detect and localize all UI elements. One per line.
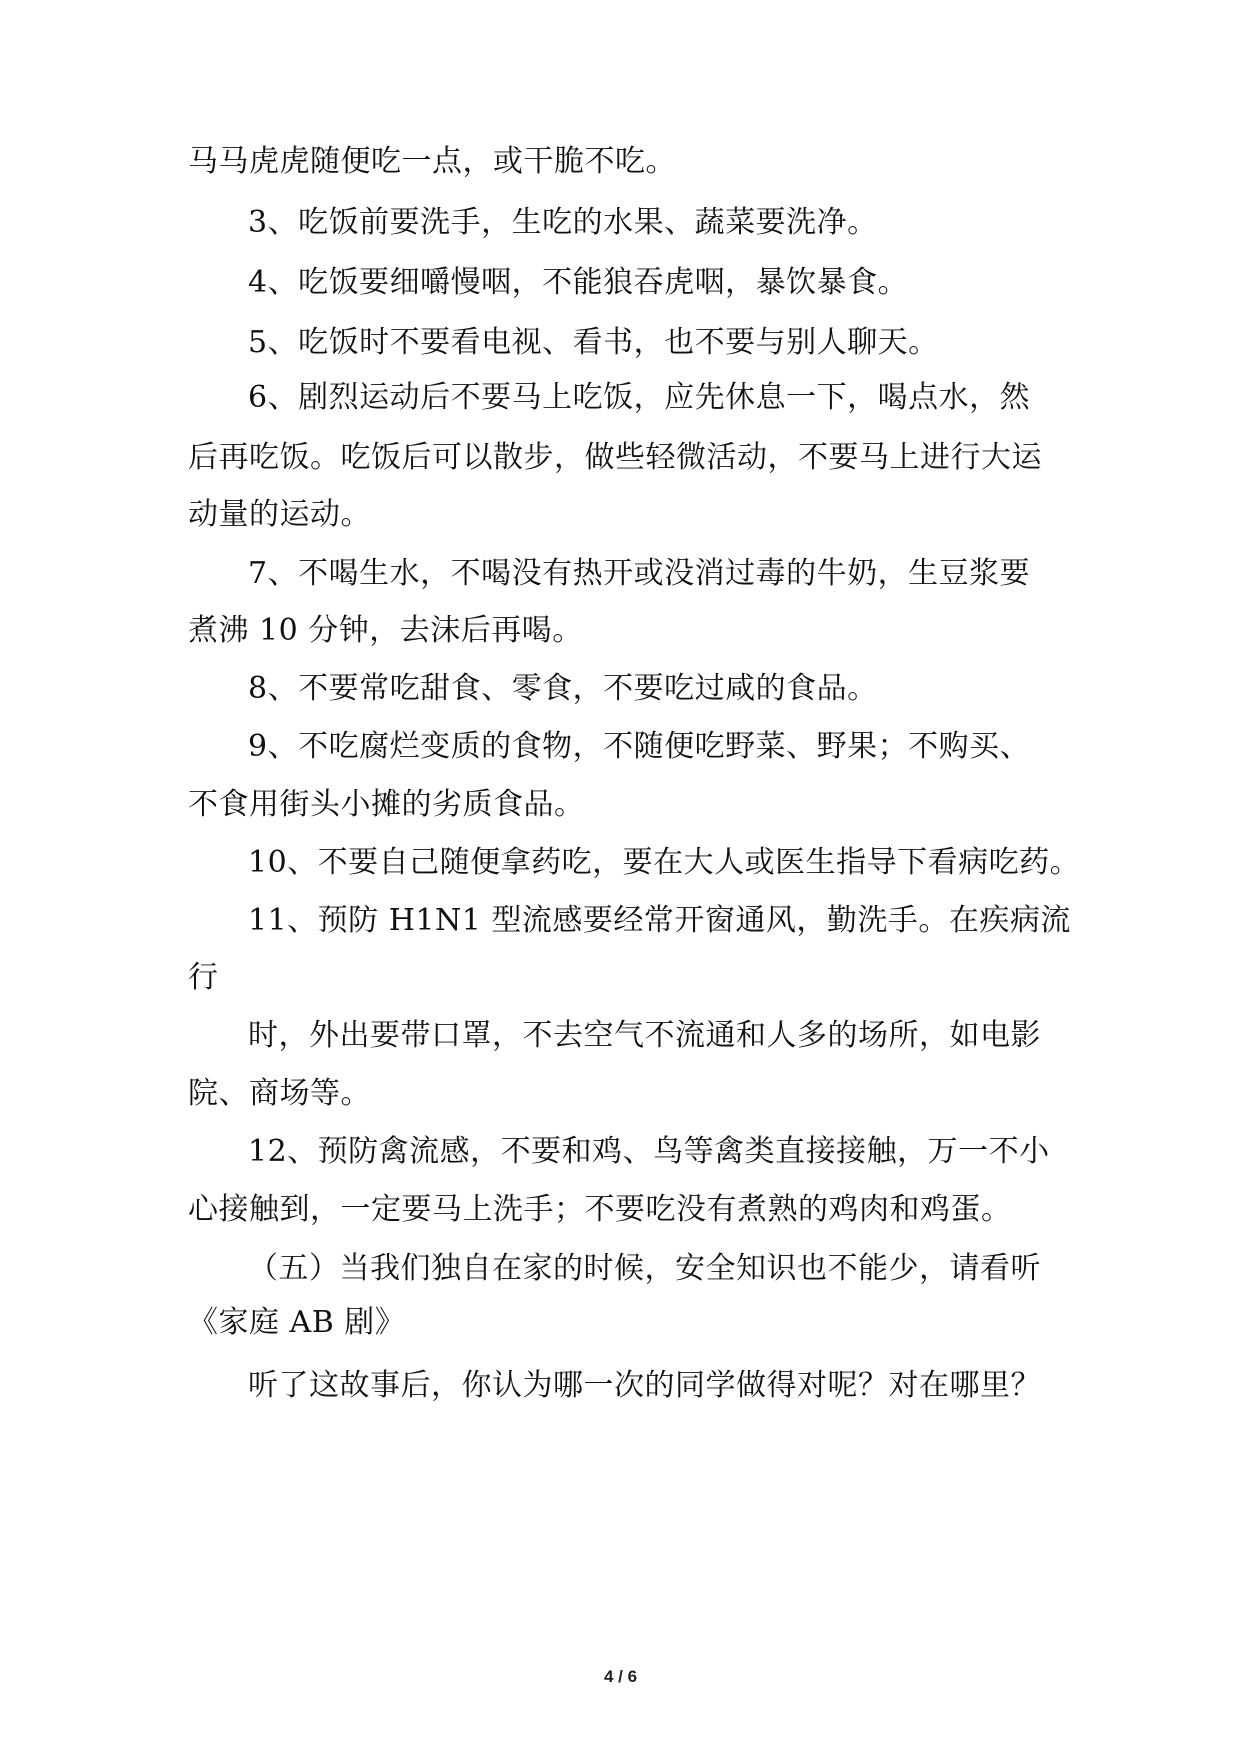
- paragraph-line: 动量的运动。: [188, 497, 371, 532]
- paragraph-line: 11、预防 H1N1 型流感要经常开窗通风，勤洗手。在疾病流: [248, 903, 1071, 938]
- paragraph-line: 马马虎虎随便吃一点，或干脆不吃。: [188, 144, 676, 179]
- paragraph-line: 后再吃饭。吃饭后可以散步，做些轻微活动，不要马上进行大运: [188, 440, 1042, 475]
- paragraph-line: 心接触到，一定要马上洗手；不要吃没有煮熟的鸡肉和鸡蛋。: [188, 1192, 1012, 1227]
- paragraph-line: 9、不吃腐烂变质的食物，不随便吃野菜、野果；不购买、: [248, 729, 1031, 764]
- paragraph-line: 7、不喝生水，不喝没有热开或没消过毒的牛奶，生豆浆要: [248, 556, 1031, 591]
- paragraph-line: 3、吃饭前要洗手，生吃的水果、蔬菜要洗净。: [248, 205, 878, 240]
- paragraph-line: 8、不要常吃甜食、零食，不要吃过咸的食品。: [248, 671, 878, 706]
- paragraph-line: 6、剧烈运动后不要马上吃饭，应先休息一下，喝点水，然: [248, 380, 1031, 415]
- paragraph-line: 4、吃饭要细嚼慢咽，不能狼吞虎咽，暴饮暴食。: [248, 265, 909, 300]
- paragraph-line: 听了这故事后，你认为哪一次的同学做得对呢？对在哪里？: [248, 1368, 1041, 1403]
- paragraph-line: （五）当我们独自在家的时候，安全知识也不能少，请看听: [248, 1251, 1041, 1286]
- paragraph-line: 5、吃饭时不要看电视、看书，也不要与别人聊天。: [248, 325, 939, 360]
- paragraph-line: 院、商场等。: [188, 1076, 371, 1111]
- paragraph-line: 不食用街头小摊的劣质食品。: [188, 787, 585, 822]
- paragraph-line: 煮沸 10 分钟，去沫后再喝。: [188, 613, 583, 648]
- paragraph-line: 时，外出要带口罩，不去空气不流通和人多的场所，如电影: [248, 1018, 1041, 1053]
- page-number: 4 / 6: [603, 1667, 638, 1686]
- paragraph-line: 10、不要自己随便拿药吃，要在大人或医生指导下看病吃药。: [248, 845, 1081, 880]
- paragraph-line: 《家庭 AB 剧》: [188, 1305, 406, 1340]
- paragraph-line: 行: [188, 960, 219, 995]
- paragraph-line: 12、预防禽流感，不要和鸡、鸟等禽类直接接触，万一不小: [248, 1134, 1050, 1169]
